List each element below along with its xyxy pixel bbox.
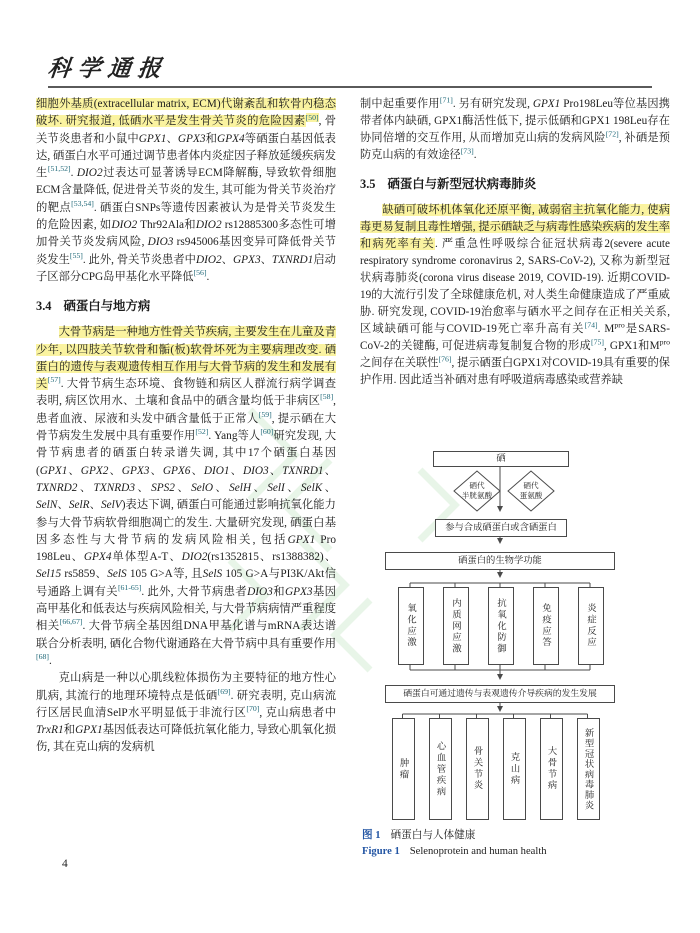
highlighted-text: 大骨节病是一种地方性骨关节疾病, 主要发生在儿童及青少年, 以四肢关节软骨和骺(板)软骨坏死为主要病理改变. 硒蛋白的遗传与表观遗传相互作用与大骨节病的发生和发展有关 xyxy=(36,326,336,391)
text-segment: 单体型A-T、 xyxy=(111,551,182,564)
citation-ref[interactable]: [52] xyxy=(195,427,209,437)
figure-label-en: Figure 1 xyxy=(362,846,400,857)
text-segment: . 硒蛋白SNPs等遗传因素被认为是骨关节炎发生的危险因素, 如 xyxy=(36,201,336,232)
citation-ref[interactable]: [68] xyxy=(36,652,49,662)
text-segment: GPX3 xyxy=(232,253,261,266)
flow-node-synthesis: 参与合成硒蛋白或含硒蛋白 xyxy=(435,519,567,537)
text-segment: GPX1 xyxy=(532,98,561,110)
text-segment: GPX3 xyxy=(284,585,313,598)
text-segment: DIO3 xyxy=(247,585,273,598)
text-segment: GPX1 xyxy=(39,464,68,477)
text-segment: TXNRD3 xyxy=(93,481,135,494)
citation-ref[interactable]: [70] xyxy=(246,704,260,714)
figure-1 xyxy=(360,443,670,873)
citation-ref[interactable]: [66,67] xyxy=(59,617,83,627)
text-segment: GPX3 xyxy=(177,132,206,145)
text-segment: GPX1 xyxy=(75,724,103,737)
text-segment: . xyxy=(49,654,52,667)
page-number: 4 xyxy=(62,858,68,870)
paragraph-kashin-beck xyxy=(36,324,336,670)
paragraph-keshan-continued xyxy=(360,96,670,164)
text-segment: 启动子区部分CPG岛甲基化水平降低 xyxy=(36,253,336,283)
text-segment: Sel15 xyxy=(36,568,62,581)
text-segment: . 大骨节病全基因组DNA甲基化谱与mRNA表达谱联合分析表明, 硒化合物代谢通路在大骨节病中具有重要作用 xyxy=(36,620,336,650)
flow-node-biological-function: 硒蛋白的生物学功能 xyxy=(385,552,615,570)
flow-node-covid: 新型冠状病毒肺炎 xyxy=(577,718,600,820)
text-segment: SelI xyxy=(267,481,285,494)
text-segment: SelS xyxy=(202,568,223,581)
text-segment: . 大骨节病生态环境、食物链和病区人群流行病学调查表明, 病区饮用水、土壤和食品中的硒含量均低于非病区 xyxy=(36,378,336,408)
text-segment: . M xyxy=(597,323,615,335)
text-segment: SelH xyxy=(229,481,252,494)
text-segment: GPX3 xyxy=(121,464,150,477)
citation-ref[interactable]: [72] xyxy=(605,129,619,139)
flow-node-inflammation: 炎症反应 xyxy=(578,587,604,665)
text-segment: 、 xyxy=(284,481,301,494)
text-segment: 和 xyxy=(63,724,76,737)
text-segment: SelV xyxy=(100,499,122,512)
section-heading-3-5 xyxy=(360,176,670,193)
text-segment: 基因低表达可降低抗氧化能力, 导致心肌氧化损伤, 其在克山病的发病机 xyxy=(36,724,336,754)
text-segment: rs945006基因变异可降低骨关节炎发生 xyxy=(36,236,336,266)
text-segment: DIO3 xyxy=(242,464,269,477)
text-segment: DIO1 xyxy=(203,464,230,477)
text-segment: 研究发现, 大骨节病患者的硒蛋白转录谱失调, 其中17个硒蛋白基因( xyxy=(36,430,336,477)
right-column xyxy=(360,96,670,389)
text-segment: 、 xyxy=(134,481,152,494)
text-segment: , 骨关节炎患者和小鼠中 xyxy=(36,115,336,145)
citation-ref[interactable]: [75] xyxy=(590,337,604,347)
section-title: 硒蛋白与地方病 xyxy=(63,299,151,314)
citation-ref[interactable]: [69] xyxy=(217,686,231,696)
text-segment: 、 xyxy=(108,464,122,477)
text-segment: TXNRD2 xyxy=(36,481,78,494)
text-segment: pro xyxy=(614,320,625,330)
flow-node-selenium: 硒 xyxy=(433,451,569,467)
text-segment: DIO2 xyxy=(76,167,103,180)
citation-ref[interactable]: [58] xyxy=(320,392,334,402)
text-segment: GPX1 xyxy=(138,132,167,145)
citation-ref[interactable]: [50] xyxy=(305,112,319,122)
paragraph-keshan xyxy=(36,670,336,756)
text-segment: 、 xyxy=(89,499,101,512)
text-segment: SelK xyxy=(300,481,323,494)
flow-node-osteoarthritis: 骨关节炎 xyxy=(466,718,489,820)
text-segment: 、 xyxy=(149,464,163,477)
paragraph-osteoarthritis xyxy=(36,96,336,286)
section-heading-3-4 xyxy=(36,298,336,315)
text-segment: 、 xyxy=(260,253,272,266)
text-segment: DIO2 xyxy=(195,253,222,266)
text-segment: 是SARS-CoV-2的关键酶, 可促进病毒复制复合物的形成 xyxy=(360,323,670,352)
text-segment: SelS xyxy=(107,568,127,581)
text-segment: (rs1352815、rs1388382)、 xyxy=(207,551,337,564)
text-segment: 、 xyxy=(67,464,81,477)
text-segment: 、 xyxy=(229,464,243,477)
flow-node-mediation: 硒蛋白可通过遗传与表观遗传介导疾病的发生发展 xyxy=(385,685,615,703)
citation-ref[interactable]: [53,54] xyxy=(71,199,94,209)
flow-node-selenomethionine-label: 硒代 蛋氨酸 xyxy=(519,481,543,500)
flow-node-keshan-disease: 克山病 xyxy=(503,718,526,820)
paragraph-covid xyxy=(360,202,670,389)
text-segment: GPX2 xyxy=(80,464,109,477)
text-segment: . 此外, 骨关节炎患者中 xyxy=(82,253,196,266)
citation-ref[interactable]: [55] xyxy=(69,250,83,260)
text-segment: , 提示硒蛋白GPX1对COVID-19具有重要的保护作用. 因此适当补硒对患有呼吸道病毒感染或营养缺 xyxy=(360,357,670,386)
text-segment: . Yang等人 xyxy=(208,430,261,443)
journal-logo: 科学通报 xyxy=(46,56,170,81)
text-segment: . xyxy=(473,149,477,161)
text-segment: , GPX1和M xyxy=(603,340,660,352)
text-segment: 和 xyxy=(205,132,218,145)
text-segment: 、 xyxy=(174,481,192,494)
section-number: 3.5 xyxy=(360,177,376,191)
citation-ref[interactable]: [71] xyxy=(439,95,453,105)
citation-ref[interactable]: [59] xyxy=(258,409,272,419)
text-segment: GPX4 xyxy=(217,132,245,145)
text-segment: 基因高甲基化和低表达与疾病风险相关, 与大骨节病病情严重程度相关 xyxy=(36,585,336,633)
citation-ref[interactable]: [73] xyxy=(460,146,474,156)
text-segment: 、 xyxy=(190,464,204,477)
text-segment: 、 xyxy=(268,464,283,477)
text-segment: 、 xyxy=(57,499,69,512)
text-segment: SelO xyxy=(191,481,214,494)
text-segment: GPX1 xyxy=(287,533,316,546)
text-segment: . 严重急性呼吸综合征冠状病毒2(severe acute respiratory syndrome coronavirus 2, SARS-CoV-2), 又称为新型冠状病毒肺炎(corona virus disease 2019, COVID-19). 近期COVID-19的大流行引发了全球健康危机, 对人类生命健康造成了严重威胁. 研究发现, COVID-19治愈率与硒水平之间存在正相关关系, 区域缺硒可能与COVID-19死亡率升高有关 xyxy=(360,238,670,335)
text-segment: , 克山病患者中 xyxy=(259,706,336,719)
text-segment: Thr92Ala和 xyxy=(137,219,196,232)
text-segment: TXNRD1 xyxy=(271,253,314,266)
highlighted-text: 细胞外基质(extracellular matrix, ECM)代谢紊乱和软骨内稳态破坏. 研究报道, 低硒水平是发生骨关节炎的危险因素 xyxy=(36,98,336,128)
text-segment: 制中起重要作用 xyxy=(360,98,440,110)
text-segment: SelR xyxy=(68,499,90,512)
text-segment: 和 xyxy=(272,585,285,598)
text-segment: 、 xyxy=(251,481,268,494)
text-segment: 克山病是一种以心肌线粒体损伤为主要特征的地方性心肌病, 其流行的地理环境特点是低硒 xyxy=(36,672,336,702)
text-segment: DIO3 xyxy=(147,236,174,249)
section-number: 3.4 xyxy=(36,299,52,314)
text-segment: GPX4 xyxy=(83,551,112,564)
text-segment: 之间存在关联性 xyxy=(360,357,439,369)
text-segment: Pro 198Leu、 xyxy=(36,533,336,564)
citation-ref[interactable]: [60] xyxy=(260,427,274,437)
text-segment: rs12885300多态性可增加骨关节炎发病风险, xyxy=(36,219,337,249)
text-segment: 、 xyxy=(166,132,178,145)
flow-node-cardiovascular: 心血管疾病 xyxy=(429,718,452,820)
text-segment: DIO2 xyxy=(111,219,138,232)
figure-label-zh: 图 1 xyxy=(362,830,381,841)
citation-ref[interactable]: [51,52] xyxy=(47,164,71,174)
text-segment: pro xyxy=(659,337,671,347)
figure-caption-zh: 图 1 硒蛋白与人体健康 xyxy=(362,830,476,841)
text-segment: TXNRD1 xyxy=(282,464,324,477)
text-segment: . xyxy=(206,270,210,283)
text-segment: 过表达可显著诱导ECM降解酶, 导致软骨细胞ECM含量降低, 促进骨关节炎的发生, 其可能为骨关节炎治疗的靶点 xyxy=(36,167,336,214)
text-segment: 105 G>A与PI3K/Akt信号通路上调有关 xyxy=(36,568,336,598)
citation-ref[interactable]: [61-65] xyxy=(117,582,142,592)
text-segment: )表达下调, 硒蛋白可能通过影响抗氧化能力参与大骨节病软骨细胞凋亡的发生. 大量研究发现, 硒蛋白基因多态性与大骨节病的发病风险相关, 包括 xyxy=(36,499,336,546)
text-segment: SPS2 xyxy=(151,481,175,494)
text-segment: . 研究表明, 克山病流行区居民血清SelP水平明显低于非流行区 xyxy=(36,689,336,719)
flow-node-tumor: 肿瘤 xyxy=(392,718,415,820)
text-segment: 、 xyxy=(221,253,233,266)
text-segment: 、 xyxy=(323,464,336,477)
text-segment: , 患者血液、尿液和头发中硒含量低于正常人 xyxy=(36,395,336,425)
text-segment: . 另有研究发现, xyxy=(452,98,533,110)
citation-ref[interactable]: [57] xyxy=(47,375,61,385)
text-segment: , 补硒是预防克山病的有效途径 xyxy=(360,132,670,161)
flow-node-antioxidant-defense: 抗氧化防御 xyxy=(488,587,514,665)
text-segment: DIO2 xyxy=(181,551,208,564)
flow-node-selenocysteine-label: 硒代 半胱氨酸 xyxy=(461,481,493,500)
text-segment: 、 xyxy=(322,481,336,494)
text-segment: DIO2 xyxy=(195,219,222,232)
left-column xyxy=(36,96,336,757)
citation-ref[interactable]: [74] xyxy=(584,320,598,330)
header-rule xyxy=(48,86,652,88)
text-segment: 、 xyxy=(77,481,94,494)
text-segment: Pro198Leu等位基因携带者体内缺硒, GPX1酶活性低下, 提示低硒和GPX1 198Leu存在协同倍增的交互作用, 从而增加克山病的发病风险 xyxy=(360,98,670,144)
highlighted-text: 缺硒可破坏机体氧化还原平衡, 减弱宿主抗氧化能力, 使病毒更易复制且毒性增强, 提示硒缺乏与病毒性感染疾病的发生率和病死率有关 xyxy=(360,204,670,250)
text-segment: . xyxy=(70,167,77,180)
text-segment: rs5859、 xyxy=(61,568,108,581)
citation-ref[interactable]: [56] xyxy=(193,268,207,278)
text-segment: 、 xyxy=(213,481,230,494)
flow-node-er-stress: 内质网应激 xyxy=(443,587,469,665)
text-segment: , 提示硒在大骨节病发生发展中具有重要作用 xyxy=(36,412,336,443)
text-segment: . 此外, 大骨节病患者 xyxy=(141,585,248,598)
flow-node-oxidative-stress: 氧化应激 xyxy=(398,587,424,665)
citation-ref[interactable]: [76] xyxy=(438,354,452,364)
text-segment: 105 G>A等, 且 xyxy=(126,568,203,581)
text-segment: SelN xyxy=(36,499,58,512)
section-title: 硒蛋白与新型冠状病毒肺炎 xyxy=(387,177,537,191)
text-segment: TrxR1 xyxy=(36,724,64,737)
flow-node-kashin-beck: 大骨节病 xyxy=(540,718,563,820)
flow-node-immune-response: 免疫应答 xyxy=(533,587,559,665)
text-segment: 等硒蛋白基因低表达, 硒蛋白水平可通过调节患者体内炎症因子释放延缓疾病发生 xyxy=(36,132,336,180)
figure-caption-en: Figure 1 Selenoprotein and human health xyxy=(362,846,547,857)
text-segment: GPX6 xyxy=(162,464,191,477)
